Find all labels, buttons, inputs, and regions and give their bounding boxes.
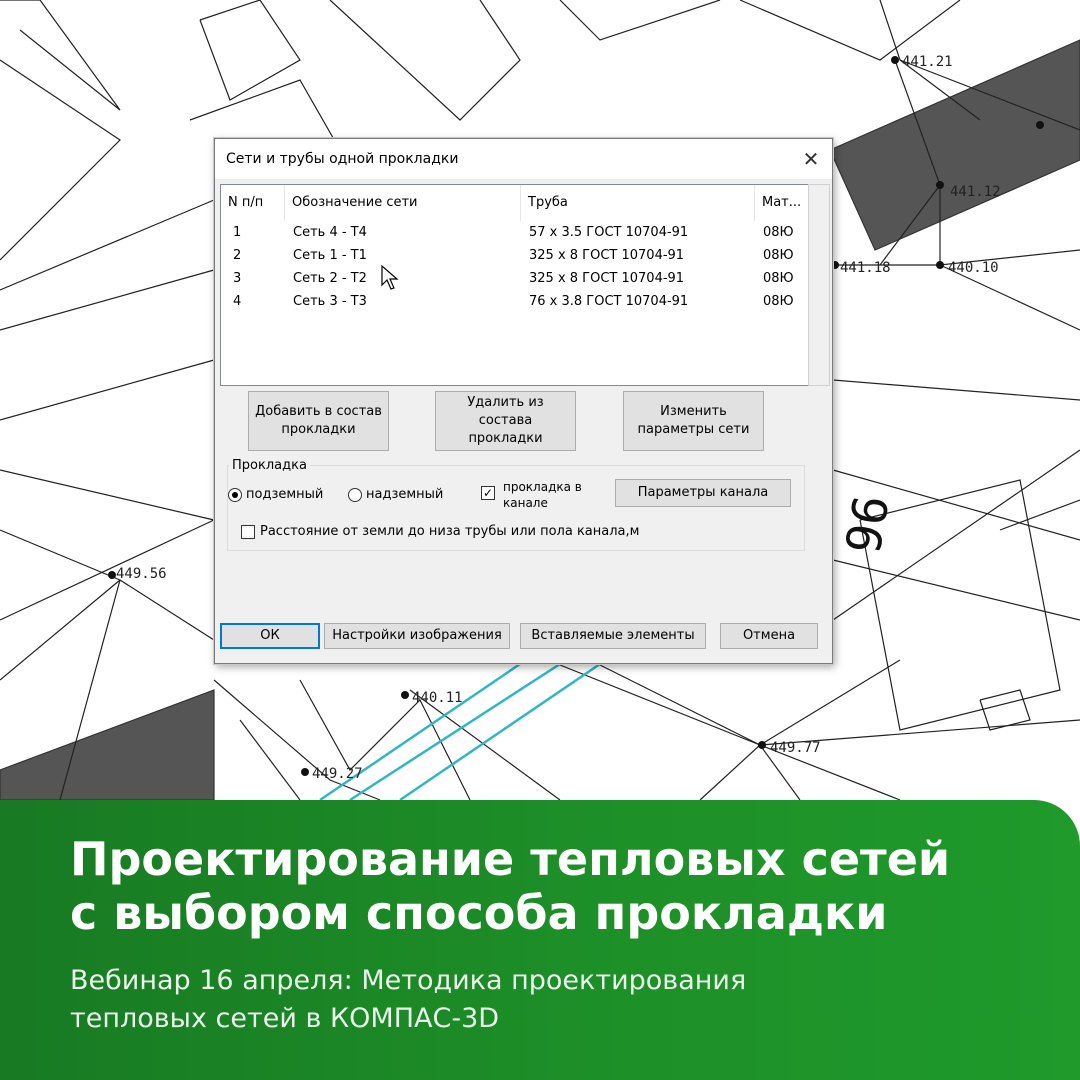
row-material: 08Ю (763, 294, 794, 309)
ok-button[interactable]: ОК (220, 623, 320, 649)
row-material: 08Ю (763, 225, 794, 240)
dialog-titlebar[interactable] (215, 139, 832, 179)
inserted-elements-button[interactable]: Вставляемые элементы (520, 623, 706, 649)
edit-button-line-2: параметры сети (637, 422, 750, 437)
add-button-line-2: прокладки (281, 422, 356, 437)
column-header-pipe[interactable]: Труба (521, 185, 755, 221)
laying-group-label: Прокладка (229, 458, 310, 473)
row-number: 3 (233, 271, 242, 286)
banner-headline-line-1: Проектирование тепловых сетей (70, 832, 951, 886)
row-number: 4 (233, 294, 242, 309)
edit-network-parameters-button[interactable] (623, 391, 764, 451)
table-row[interactable] (221, 221, 808, 244)
elevation-label: 449.27 (312, 766, 363, 782)
row-network: Сеть 2 - Т2 (293, 271, 367, 286)
close-icon[interactable]: ✕ (802, 147, 820, 171)
in-channel-checkbox[interactable]: ✓ (482, 486, 494, 500)
elevation-label: 440.10 (948, 260, 999, 276)
column-header-material[interactable]: Мат... (762, 195, 802, 210)
add-button-line-1: Добавить в состав (255, 404, 382, 419)
in-channel-label[interactable] (503, 479, 582, 511)
row-number: 1 (233, 225, 242, 240)
network-pipes-dialog (214, 138, 833, 664)
distance-checkbox[interactable] (241, 525, 255, 539)
distance-label[interactable]: Расстояние от земли до низа трубы или пола канала,м (260, 524, 640, 539)
add-to-laying-button[interactable] (248, 391, 389, 451)
image-settings-button[interactable]: Настройки изображения (324, 623, 510, 649)
edit-button-line-1: Изменить (660, 404, 727, 419)
banner-headline-line-2: с выбором способа прокладки (70, 886, 888, 940)
column-header-network[interactable]: Обозначение сети (285, 185, 521, 221)
elevation-label: 441.12 (950, 184, 1001, 200)
table-row[interactable] (221, 244, 808, 267)
banner-headline (70, 832, 1030, 940)
row-pipe: 76 х 3.8 ГОСТ 10704-91 (529, 294, 689, 309)
in-channel-label-line-1: прокладка в (503, 480, 582, 494)
elevation-label: 449.77 (770, 740, 821, 756)
aboveground-label[interactable]: надземный (366, 487, 444, 502)
row-pipe: 325 х 8 ГОСТ 10704-91 (529, 248, 685, 263)
elevation-label: 441.21 (902, 54, 953, 70)
promo-banner (0, 800, 1080, 1080)
underground-radio[interactable] (228, 488, 242, 502)
elevation-label: 441.18 (840, 260, 891, 276)
row-network: Сеть 3 - Т3 (293, 294, 367, 309)
list-scrollbar[interactable] (808, 184, 830, 386)
aboveground-radio[interactable] (348, 488, 362, 502)
row-material: 08Ю (763, 271, 794, 286)
mouse-cursor-icon (381, 265, 399, 291)
row-pipe: 325 х 8 ГОСТ 10704-91 (529, 271, 685, 286)
underground-label[interactable]: подземный (246, 487, 324, 502)
row-number: 2 (233, 248, 242, 263)
network-list[interactable] (220, 184, 809, 386)
row-pipe: 57 х 3.5 ГОСТ 10704-91 (529, 225, 689, 240)
banner-subline (70, 962, 970, 1038)
row-network: Сеть 1 - Т1 (293, 248, 367, 263)
cancel-button[interactable]: Отмена (720, 623, 818, 649)
lot-number-label: 96 (832, 490, 898, 558)
row-material: 08Ю (763, 248, 794, 263)
remove-from-laying-button[interactable] (435, 391, 576, 451)
row-network: Сеть 4 - Т4 (293, 225, 367, 240)
banner-subline-line-1: Вебинар 16 апреля: Методика проектирования (70, 965, 747, 996)
banner-subline-line-2: тепловых сетей в КОМПАС-3D (70, 1003, 500, 1034)
in-channel-label-line-2: канале (503, 496, 548, 510)
remove-button-line-1: Удалить из (467, 395, 544, 410)
remove-button-line-2: состава прокладки (468, 413, 543, 446)
table-row[interactable] (221, 267, 808, 290)
dialog-title: Сети и трубы одной прокладки (226, 151, 459, 167)
elevation-label: 449.56 (116, 566, 167, 582)
table-row[interactable] (221, 290, 808, 313)
channel-parameters-button[interactable]: Параметры канала (615, 479, 791, 507)
list-header (221, 185, 808, 221)
elevation-label: 440.11 (412, 690, 463, 706)
column-header-number[interactable]: N п/п (221, 185, 285, 221)
